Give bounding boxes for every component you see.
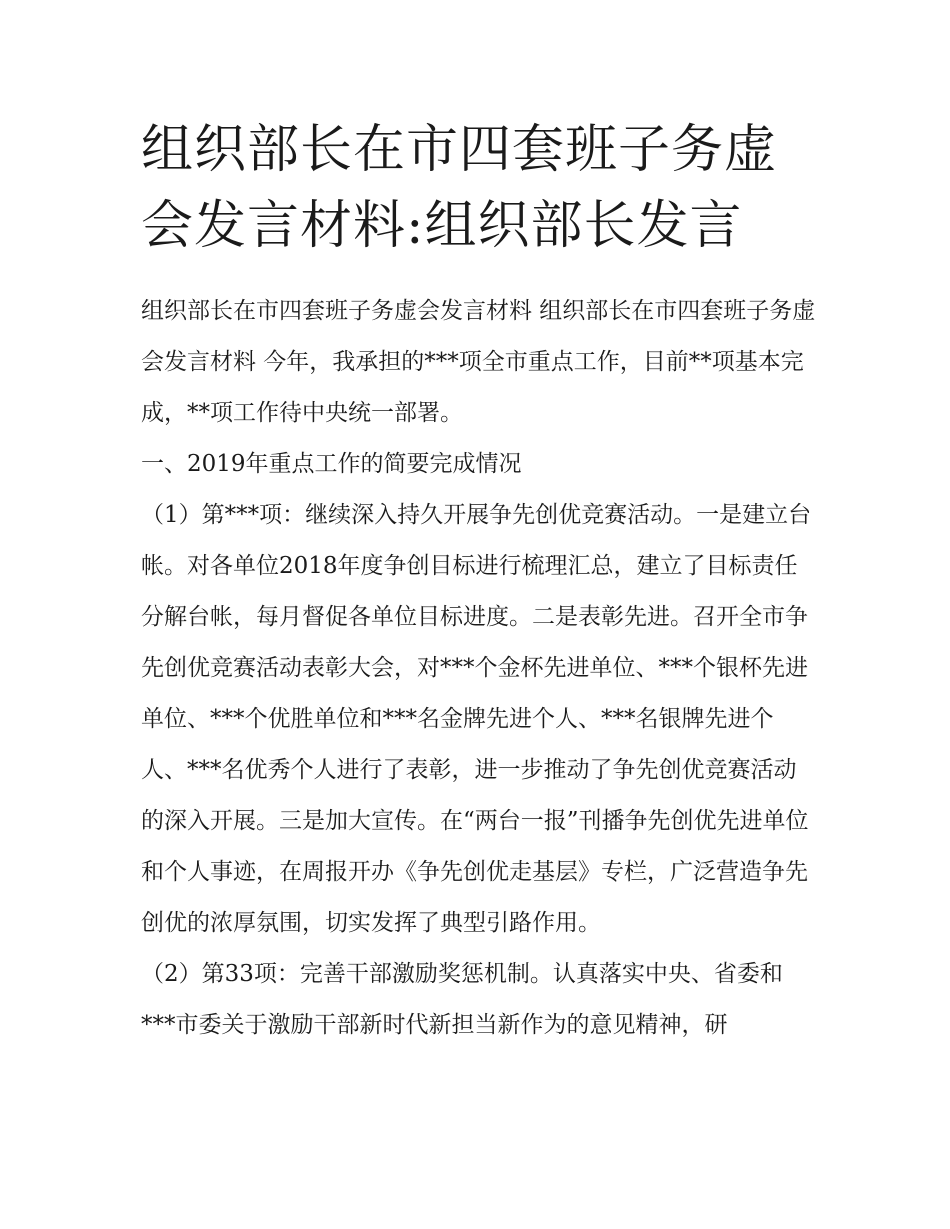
intro-paragraph: 组织部长在市四套班子务虚会发言材料 组织部长在市四套班子务虚会发言材料 今年，我承担的***项全市重点工作，目前**项基本完成，**项工作待中央统一部署。 [141,298,816,426]
item-2-paragraph: （2）第33项：完善干部激励奖惩机制。认真落实中央、省委和***市委关于激励干部新时代新担当新作为的意见精神，研 [141,961,783,1038]
section-heading: 一、2019年重点工作的简要完成情况 [141,451,522,477]
document-page [141,112,817,1051]
item-1-paragraph: （1）第***项：继续深入持久开展争先创优竞赛活动。一是建立台帐。对各单位2018年度争创目标进行梳理汇总，建立了目标责任分解台帐，每月督促各单位目标进度。二是表彰先进。召开全市争先创优竞赛活动表彰大会，对***个金杯先进单位、***个银杯先进单位、***个优胜单位和***名金牌先进个人、***名银牌先进个人、***名优秀个人进行了表彰，进一步推动了争先创优竞赛活动的深入开展。三是加大宣传。在“两台一报”刊播争先创优先进单位和个人事迹，在周报开办《争先创优走基层》专栏，广泛营造争先创优的浓厚氛围，切实发挥了典型引路作用。 [141,502,812,936]
document-title: 组织部长在市四套班子务虚会发言材料:组织部长发言 [141,120,778,256]
